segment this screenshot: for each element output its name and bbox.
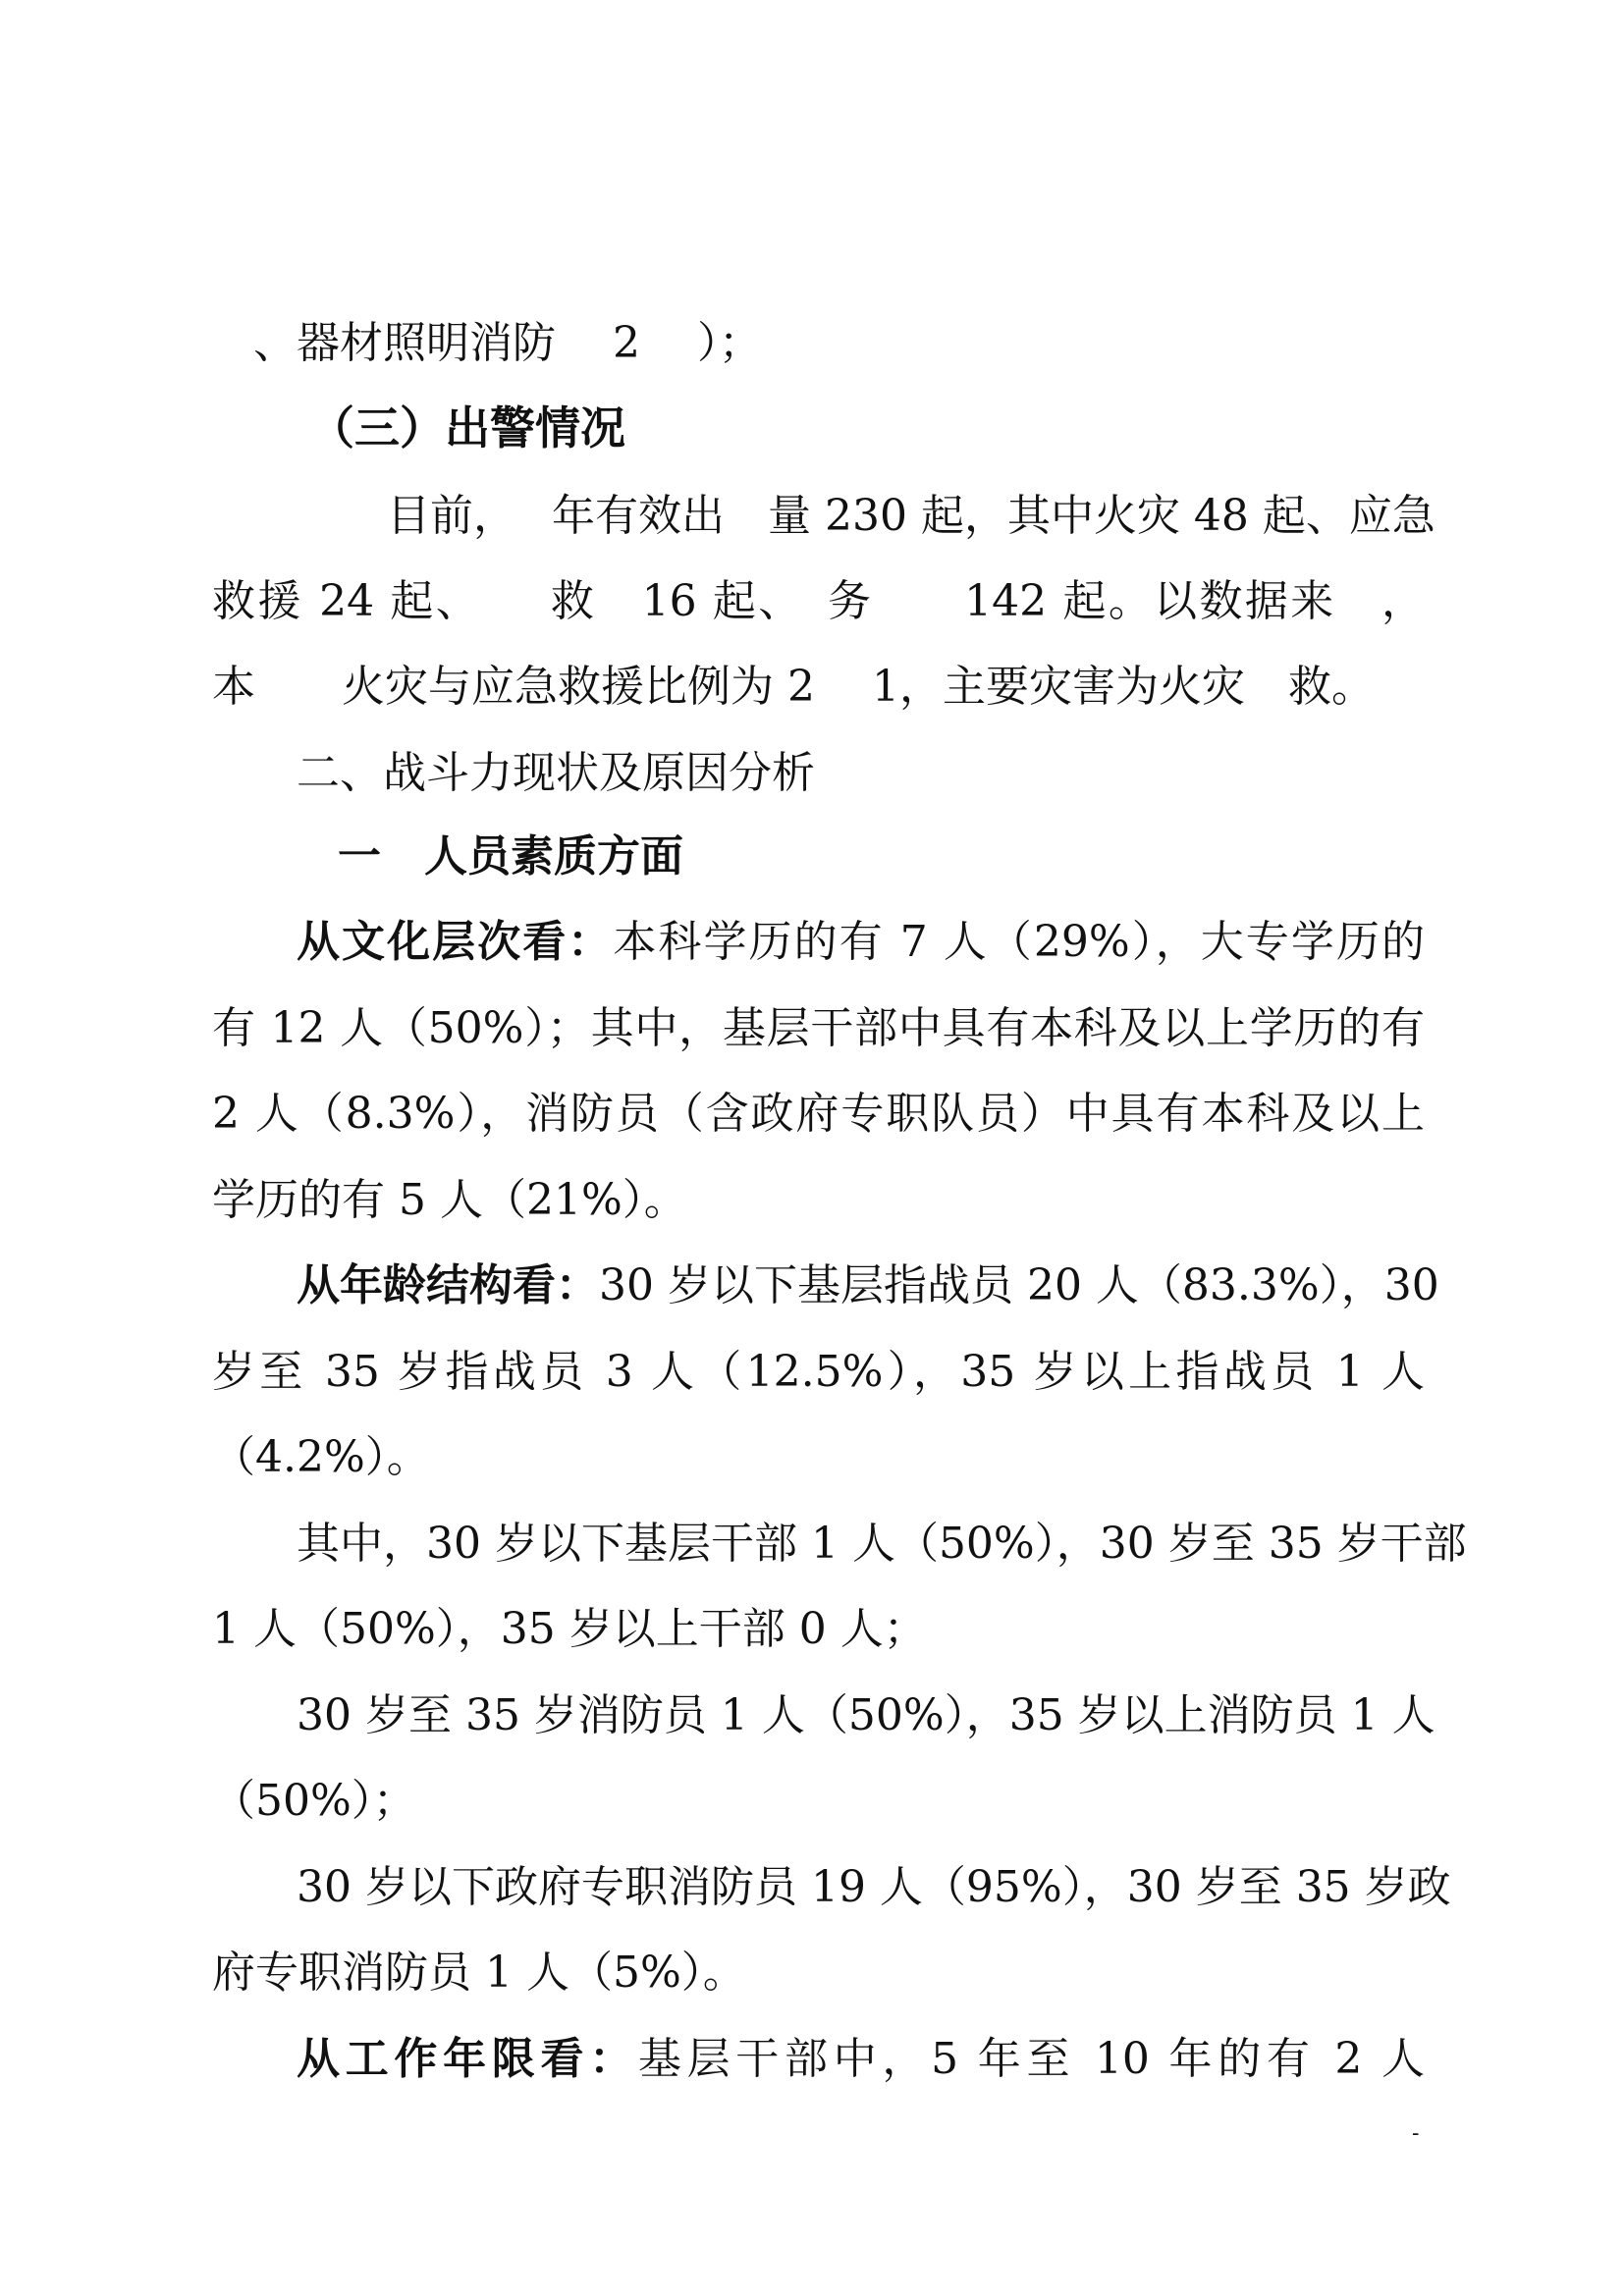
- paragraph-age-line-3: （4.2%）。: [212, 1432, 430, 1482]
- paragraph-dispatch-line-3: 本 火灾与应急救援比例为 2 1，主要灾害为火灾 救。: [212, 662, 1375, 712]
- paragraph-cadres-line-2: 1 人（50%），35 岁以上干部 0 人；: [212, 1604, 927, 1654]
- age-label: 从年龄结构看：: [297, 1260, 599, 1310]
- subsection-heading-personnel: 一 人员素质方面: [338, 831, 683, 881]
- work-years-text: 基层干部中，5 年至 10 年的有 2 人: [637, 2034, 1425, 2084]
- paragraph-government-line-2: 府专职消防员 1 人（5%）。: [212, 1948, 746, 1998]
- page-footer-mark: -: [1412, 2121, 1420, 2146]
- text-line-equipment: 、器材照明消防 2 ）；: [253, 318, 762, 368]
- paragraph-dispatch-line-1: 目前， 年有效出 量 230 起，其中火灾 48 起、应急: [387, 491, 1435, 541]
- paragraph-work-years-line-1: [297, 2032, 1425, 2087]
- paragraph-age-line-2: 岁至 35 岁指战员 3 人（12.5%），35 岁以上指战员 1 人: [212, 1347, 1425, 1397]
- paragraph-education-line-3: 2 人（8.3%），消防员（含政府专职队员）中具有本科及以上: [212, 1089, 1425, 1139]
- paragraph-firefighters-line-1: 30 岁至 35 岁消防员 1 人（50%），35 岁以上消防员 1 人: [297, 1690, 1435, 1740]
- paragraph-dispatch-line-2: 救援 24 起、 救 16 起、 务 142 起。以数据来 ，: [212, 576, 1425, 626]
- work-years-label: 从工作年限看：: [297, 2034, 638, 2084]
- section-heading-dispatch: （三）出警情况: [309, 401, 625, 454]
- paragraph-education-line-4: 学历的有 5 人（21%）。: [212, 1175, 687, 1225]
- paragraph-cadres-line-1: 其中，30 岁以下基层干部 1 人（50%），30 岁至 35 岁干部: [297, 1519, 1467, 1569]
- education-label: 从文化层次看：: [297, 917, 614, 967]
- paragraph-education-line-2: 有 12 人（50%）；其中，基层干部中具有本科及以上学历的有: [212, 1003, 1425, 1053]
- education-text: 本科学历的有 7 人（29%），大专学历的: [613, 917, 1425, 967]
- paragraph-education-line-1: [297, 915, 1425, 970]
- chapter-heading-combat-power: 二、战斗力现状及原因分析: [297, 748, 815, 798]
- paragraph-government-line-1: 30 岁以下政府专职消防员 19 人（95%），30 岁至 35 岁政: [297, 1862, 1451, 1912]
- paragraph-age-line-1: [297, 1258, 1439, 1313]
- age-text: 30 岁以下基层指战员 20 人（83.3%），30: [599, 1260, 1439, 1310]
- paragraph-firefighters-line-2: （50%）；: [212, 1776, 416, 1826]
